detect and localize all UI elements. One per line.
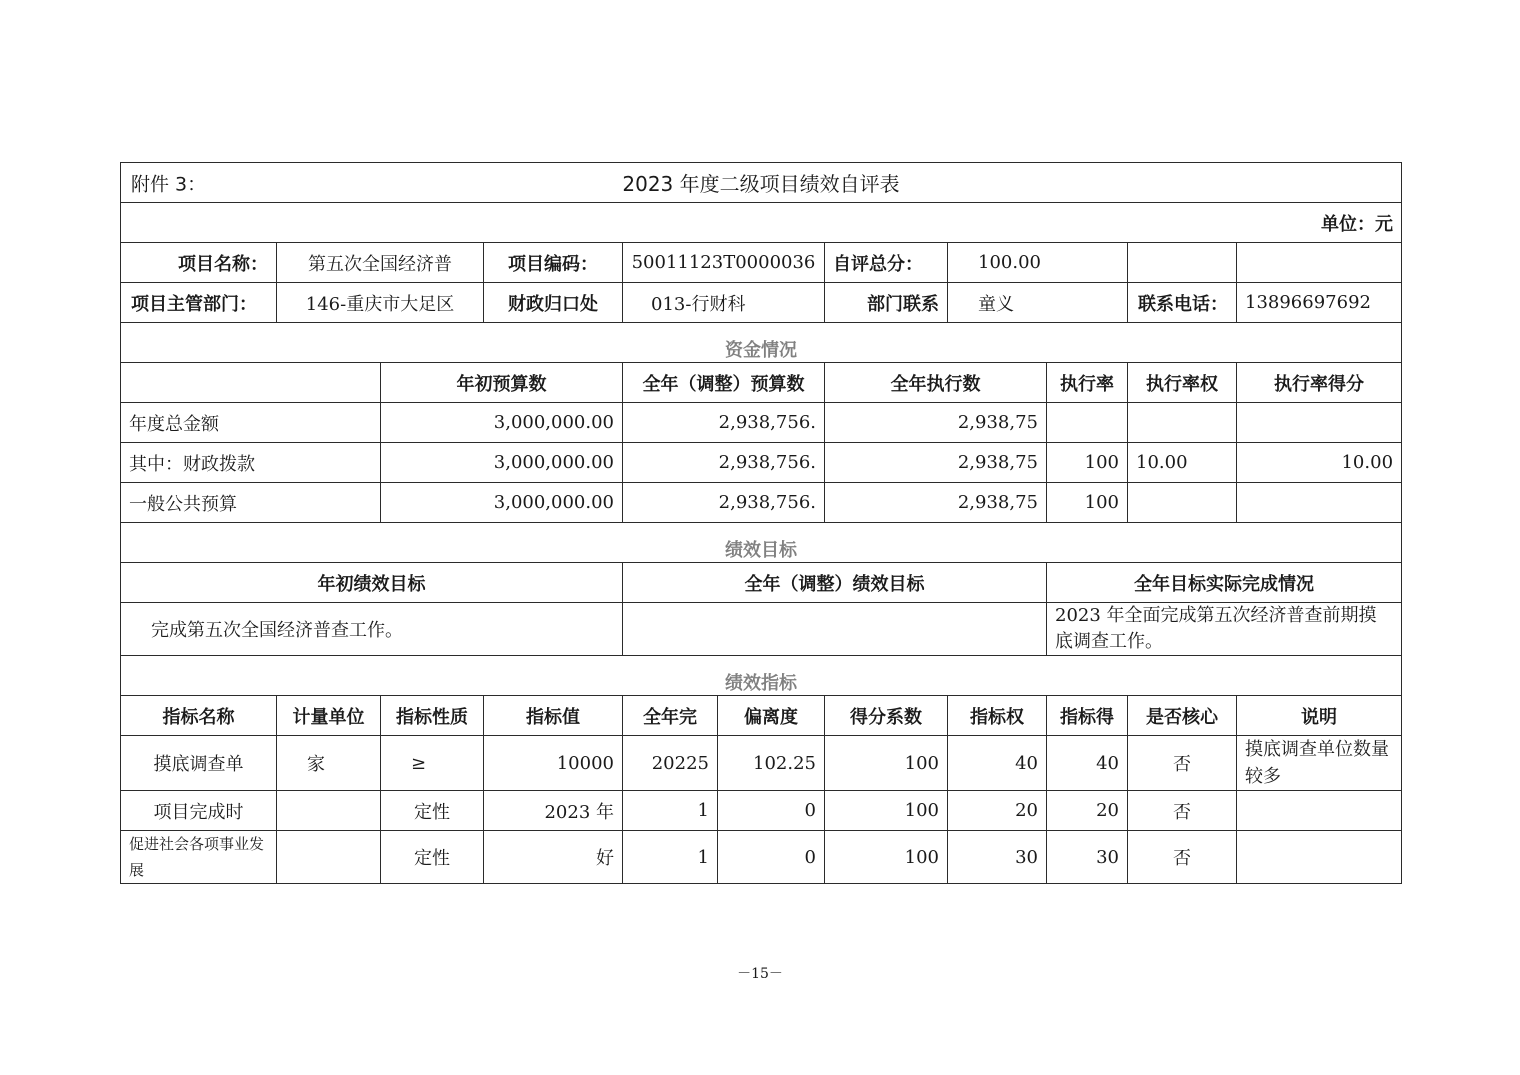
ind-core: 否 (1128, 736, 1237, 791)
goals-content-row (121, 603, 1402, 656)
funds-row (121, 483, 1402, 523)
ind-deviation: 102.25 (718, 736, 825, 791)
ind-deviation: 0 (718, 831, 825, 884)
ind-weight: 30 (948, 831, 1047, 884)
ind-header-coef: 得分系数 (825, 696, 948, 736)
score-value: 100.00 (948, 243, 1128, 283)
unit-label: 单位：元 (121, 203, 1402, 243)
phone-value: 13896697692 (1237, 283, 1402, 323)
ind-value: 好 (484, 831, 623, 884)
ind-core: 否 (1128, 791, 1237, 831)
funds-row-adjusted: 2,938,756. (623, 403, 825, 443)
ind-weight: 40 (948, 736, 1047, 791)
funds-header-adjusted: 全年（调整）预算数 (623, 363, 825, 403)
ind-header-note: 说明 (1237, 696, 1402, 736)
attachment-label: 附件 3： (131, 173, 207, 195)
funds-row-adjusted: 2,938,756. (623, 443, 825, 483)
ind-header-weight: 指标权 (948, 696, 1047, 736)
ind-header-core: 是否核心 (1128, 696, 1237, 736)
ind-score: 40 (1047, 736, 1128, 791)
ind-unit (277, 831, 381, 884)
funds-header-rate: 执行率 (1047, 363, 1128, 403)
ind-name: 项目完成时 (121, 791, 277, 831)
funds-row-rate: 100 (1047, 443, 1128, 483)
funds-row-weight: 10.00 (1128, 443, 1237, 483)
funds-row-executed: 2,938,75 (825, 443, 1047, 483)
funds-row-adjusted: 2,938,756. (623, 483, 825, 523)
contact-value: 童义 (948, 283, 1128, 323)
ind-coef: 100 (825, 831, 948, 884)
goals-header-initial: 年初绩效目标 (121, 563, 623, 603)
page-title: 2023 年度二级项目绩效自评表 (622, 172, 900, 196)
goals-adjusted-text (623, 603, 1047, 656)
ind-nature: 定性 (381, 791, 484, 831)
ind-score: 30 (1047, 831, 1128, 884)
funds-row-score (1237, 483, 1402, 523)
funds-row-initial: 3,000,000.00 (381, 443, 623, 483)
ind-header-unit: 计量单位 (277, 696, 381, 736)
funds-row (121, 403, 1402, 443)
funds-header-weight: 执行率权 (1128, 363, 1237, 403)
ind-header-done: 全年完 (623, 696, 718, 736)
ind-value: 10000 (484, 736, 623, 791)
info-row-1 (121, 243, 1402, 283)
ind-name: 促进社会各项事业发展 (121, 831, 277, 884)
project-code-value: 50011123T0000036 (623, 243, 825, 283)
ind-header-score: 指标得 (1047, 696, 1128, 736)
funds-row-name: 其中：财政拨款 (121, 443, 381, 483)
ind-header-nature: 指标性质 (381, 696, 484, 736)
ind-note (1237, 791, 1402, 831)
ind-core: 否 (1128, 831, 1237, 884)
ind-coef: 100 (825, 791, 948, 831)
goals-header-row (121, 563, 1402, 603)
funds-section-title: 资金情况 (121, 323, 1402, 363)
funds-row-name: 年度总金额 (121, 403, 381, 443)
project-code-label: 项目编码： (484, 243, 623, 283)
ind-name: 摸底调查单 (121, 736, 277, 791)
funds-header-executed: 全年执行数 (825, 363, 1047, 403)
indicator-row (121, 831, 1402, 884)
ind-note (1237, 831, 1402, 884)
funds-row-weight (1128, 483, 1237, 523)
ind-done: 1 (623, 831, 718, 884)
title-row (121, 163, 1402, 203)
score-label: 自评总分： (825, 243, 948, 283)
indicator-row (121, 736, 1402, 791)
empty-cell (1128, 243, 1237, 283)
goals-actual-text: 2023 年全面完成第五次经济普查前期摸底调查工作。 (1047, 603, 1402, 656)
funds-row (121, 443, 1402, 483)
funds-row-executed: 2,938,75 (825, 483, 1047, 523)
funds-row-initial: 3,000,000.00 (381, 483, 623, 523)
ind-header-name: 指标名称 (121, 696, 277, 736)
funds-row-weight (1128, 403, 1237, 443)
phone-label: 联系电话： (1128, 283, 1237, 323)
ind-deviation: 0 (718, 791, 825, 831)
ind-done: 1 (623, 791, 718, 831)
ind-coef: 100 (825, 736, 948, 791)
funds-row-score: 10.00 (1237, 443, 1402, 483)
indicators-header-row (121, 696, 1402, 736)
dept-label: 项目主管部门： (121, 283, 277, 323)
ind-unit (277, 791, 381, 831)
info-row-2 (121, 283, 1402, 323)
funds-header-row (121, 363, 1402, 403)
ind-header-deviation: 偏离度 (718, 696, 825, 736)
contact-label: 部门联系 (825, 283, 948, 323)
empty-cell (1237, 243, 1402, 283)
dept-value: 146-重庆市大足区 (277, 283, 484, 323)
ind-weight: 20 (948, 791, 1047, 831)
project-name-value: 第五次全国经济普 (277, 243, 484, 283)
funds-row-rate: 100 (1047, 483, 1128, 523)
funds-row-executed: 2,938,75 (825, 403, 1047, 443)
ind-score: 20 (1047, 791, 1128, 831)
funds-row-score (1237, 403, 1402, 443)
indicator-row (121, 791, 1402, 831)
goals-header-actual: 全年目标实际完成情况 (1047, 563, 1402, 603)
indicators-section-title: 绩效指标 (121, 656, 1402, 696)
goals-header-adjusted: 全年（调整）绩效目标 (623, 563, 1047, 603)
goals-initial-text: 完成第五次全国经济普查工作。 (121, 603, 623, 656)
funds-header-initial: 年初预算数 (381, 363, 623, 403)
ind-done: 20225 (623, 736, 718, 791)
ind-value: 2023 年 (484, 791, 623, 831)
empty-cell (121, 363, 381, 403)
page-number: －15－ (737, 966, 783, 982)
performance-self-evaluation-table (120, 162, 1402, 884)
funds-row-initial: 3,000,000.00 (381, 403, 623, 443)
project-name-label: 项目名称： (121, 243, 277, 283)
ind-nature: ≥ (381, 736, 484, 791)
ind-unit: 家 (277, 736, 381, 791)
ind-note: 摸底调查单位数量较多 (1237, 736, 1402, 791)
goals-section-title: 绩效目标 (121, 523, 1402, 563)
finance-value: 013-行财科 (623, 283, 825, 323)
funds-row-name: 一般公共预算 (121, 483, 381, 523)
ind-header-value: 指标值 (484, 696, 623, 736)
funds-row-rate (1047, 403, 1128, 443)
funds-header-score: 执行率得分 (1237, 363, 1402, 403)
ind-nature: 定性 (381, 831, 484, 884)
finance-label: 财政归口处 (484, 283, 623, 323)
